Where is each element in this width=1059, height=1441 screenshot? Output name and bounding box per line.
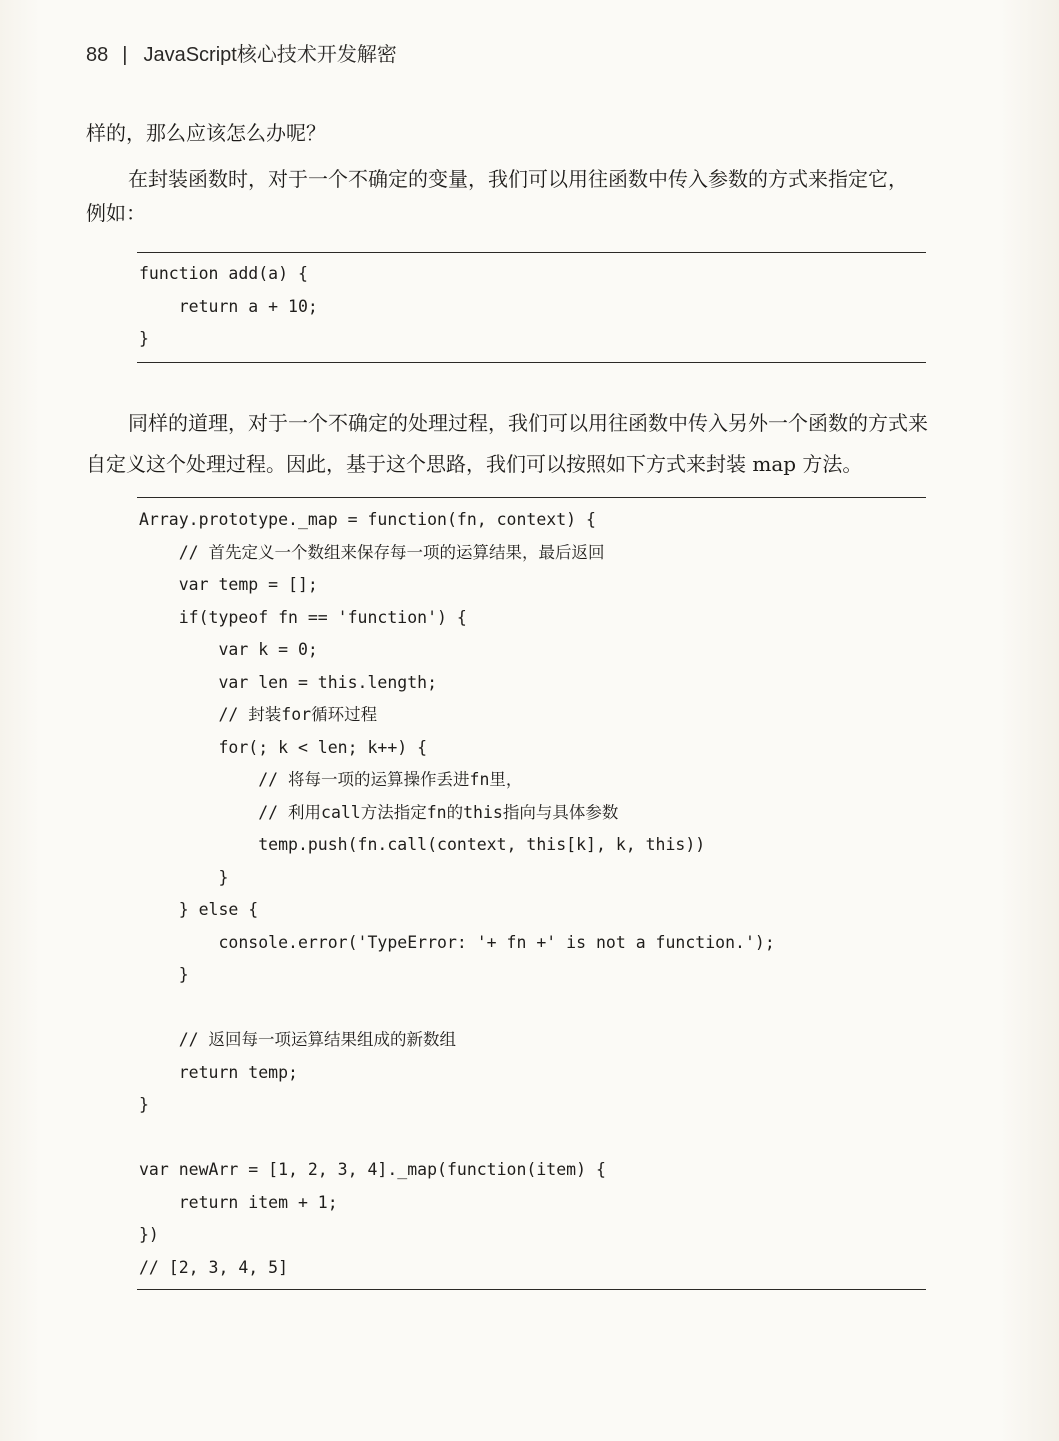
paragraph-param-line1: 在封装函数时，对于一个不确定的变量，我们可以用往函数中传入参数的方式来指定它， [128, 167, 908, 191]
paragraph-process-line1: 同样的道理，对于一个不确定的处理过程，我们可以用往函数中传入另外一个函数的方式来 [128, 411, 928, 435]
book-title: JavaScript核心技术开发解密 [143, 44, 397, 66]
paragraph-intro: 样的，那么应该怎么办呢？ [86, 121, 326, 145]
code-line: var newArr = [1, 2, 3, 4]._map(function(item) { [139, 1160, 606, 1179]
code-line: return item + 1; [139, 1192, 338, 1212]
code-line: for(; k < len; k++) { [139, 737, 428, 757]
header-separator: | [122, 44, 128, 66]
code-line: if(typeof fn == 'function') { [139, 607, 467, 627]
code-line: } [139, 1095, 149, 1114]
paragraph-param-line2: 例如： [86, 201, 146, 225]
code-line: var k = 0; [139, 640, 318, 659]
paragraph-process-line2: 自定义这个处理过程。因此，基于这个思路，我们可以按照如下方式来封装 map 方法。 [86, 452, 863, 476]
code-line: // 返回每一项运算结果组成的新数组 [139, 1030, 457, 1049]
code-line: temp.push(fn.call(context, this[k], k, this)) [139, 835, 706, 854]
code-line: // 封装for循环过程 [139, 705, 378, 724]
code-line: return a + 10; [139, 296, 318, 316]
code-line: var temp = []; [139, 575, 318, 594]
page-number: 88 [86, 44, 109, 66]
code-block-1-bottom-rule [137, 362, 926, 363]
code-line: console.error('TypeError: '+ fn +' is not a function.'); [139, 932, 775, 952]
code-line: // [2, 3, 4, 5] [139, 1257, 289, 1277]
code-block-2-top-rule [137, 497, 926, 498]
code-line: } [139, 965, 189, 984]
code-block-2-bottom-rule [137, 1289, 926, 1290]
code-line: Array.prototype._map = function(fn, context) { [139, 510, 596, 529]
code-line: return temp; [139, 1062, 298, 1082]
code-line: // 利用call方法指定fn的this指向与具体参数 [139, 802, 619, 822]
page-header [86, 38, 397, 67]
code-line: function add(a) { [139, 264, 308, 283]
code-line: var len = this.length; [139, 672, 438, 692]
code-line: } [139, 329, 149, 348]
code-line: } else { [139, 900, 259, 919]
code-block-1-top-rule [137, 252, 926, 253]
code-line: // 首先定义一个数组来保存每一项的运算结果，最后返回 [139, 542, 605, 562]
code-line: } [139, 867, 229, 887]
code-line: // 将每一项的运算操作丢进fn里， [139, 770, 523, 789]
code-line: }) [139, 1225, 159, 1244]
